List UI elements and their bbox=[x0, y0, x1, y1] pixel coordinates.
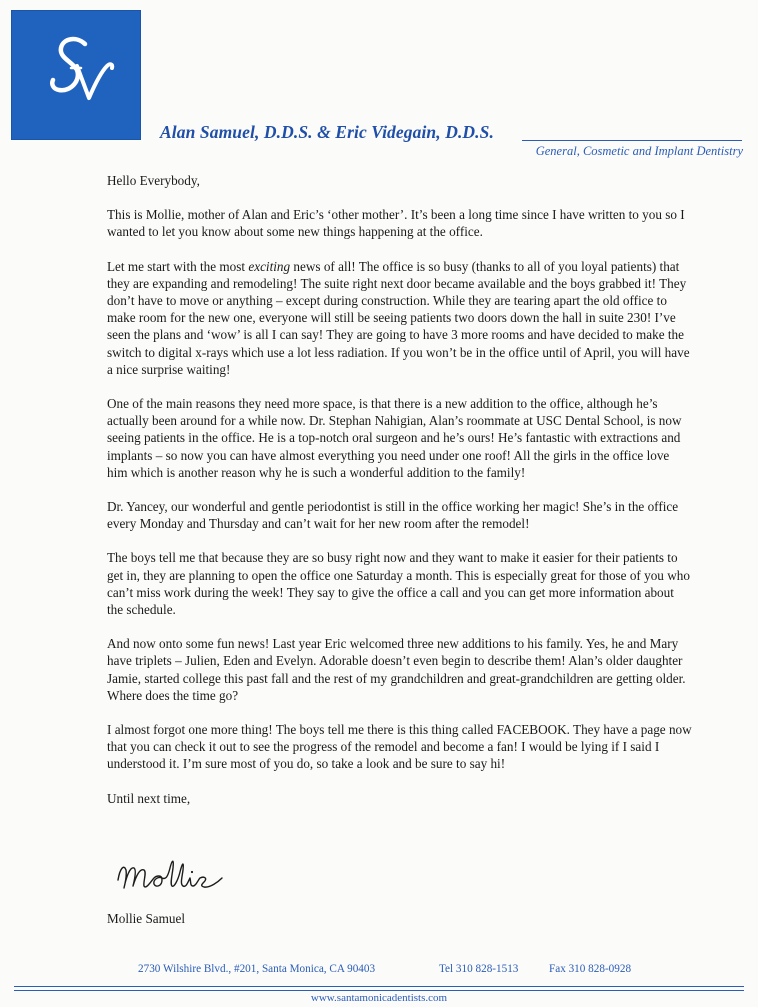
footer-fax: Fax 310 828-0928 bbox=[549, 963, 632, 975]
greeting: Hello Everybody, bbox=[107, 173, 200, 188]
paragraph-periodontist: Dr. Yancey, our wonderful and gentle periodontist is still in the office working her magic! She’s in the office every Monday and Thursday and can’t wait for her new room after the remodel! bbox=[107, 499, 679, 532]
letterhead-rule bbox=[522, 140, 742, 141]
remodel-text-start: Let me start with the most bbox=[107, 258, 249, 274]
footer-address: 2730 Wilshire Blvd., #201, Santa Monica, CA 90403 bbox=[138, 963, 376, 975]
closing: Until next time, bbox=[107, 790, 191, 806]
letterhead bbox=[160, 122, 745, 158]
signature-icon bbox=[112, 850, 242, 900]
footer-rule-bottom bbox=[14, 990, 744, 991]
paragraph-remodel bbox=[107, 258, 692, 378]
footer-website[interactable]: www.santamonicadentists.com bbox=[310, 992, 448, 1004]
handwritten-signature bbox=[112, 850, 242, 900]
paragraph-intro: This is Mollie, mother of Alan and Eric’s ‘other mother’. It’s been a long time since I have written to you so I wanted to let you know about some new things happening at the office. bbox=[107, 207, 685, 240]
signer-name: Mollie Samuel bbox=[107, 911, 186, 926]
letter-body bbox=[107, 172, 692, 824]
logo bbox=[11, 10, 141, 140]
paragraph-family-news: And now onto some fun news! Last year Eric welcomed three new additions to his family. Yes, he and Mary have triplets – Julien, Eden and Evelyn. Adorable doesn’t even begin to describe them! Alan’s older daughter Jamie, started college this past fall and the rest of my grandchildren and great-grandchildren are getting older. Where does the time go? bbox=[107, 636, 686, 703]
paragraph-facebook: I almost forgot one more thing! The boys tell me there is this thing called FACEBOOK. They have a page now that you can check it out to see the progress of the remodel and become a fan! I would be lying if I said I understood it. I’m sure most of you do, so take a look and be sure to say hi! bbox=[107, 722, 692, 772]
footer-rule-top bbox=[14, 986, 744, 987]
footer-telephone: Tel 310 828-1513 bbox=[439, 963, 519, 975]
remodel-text-rest: news of all! The office is so busy (thanks to all of you loyal patients) that they are expanding and remodeling! The suite right next door became available and the boys grabbed it! They don’t have to move or anything – except during construction. While they are tearing apart the old office to make room for the new one, everyone will still be seeing patients two doors down the hall in suite 230! I’ve seen the plans and ‘wow’ is all I can say! They are going to have 3 more rooms and have decided to make the switch to digital x-rays which use a lot less radiation. If you won’t be in the office until of April, you will have a nice surprise waiting! bbox=[107, 258, 690, 377]
doctor-names: Alan Samuel, D.D.S. & Eric Videgain, D.D.S. bbox=[160, 122, 494, 142]
paragraph-new-dentist: One of the main reasons they need more space, is that there is a new addition to the office, although he’s actually been around for a while now. Dr. Stephan Nahigian, Alan’s roommate at USC Dental School, is now seeing patients in the office. He is a top-notch oral surgeon and he’s ours! He’s fantastic with extractions and implants – so now you can have almost everything you need under one roof! All the girls in the office love him which is another reason why he is such a wonderful addition to the family! bbox=[107, 396, 682, 480]
paragraph-saturday-hours: The boys tell me that because they are so busy right now and they want to make it easier for their patients to get in, they are planning to open the office one Saturday a month. This is especially great for those of you who can’t miss work during the week! They say to give the office a call and you can get more information about the schedule. bbox=[107, 550, 690, 618]
practice-specialty: General, Cosmetic and Implant Dentistry bbox=[535, 144, 743, 158]
monogram-sv-icon bbox=[11, 10, 141, 140]
emphasis-exciting: exciting bbox=[248, 258, 291, 274]
